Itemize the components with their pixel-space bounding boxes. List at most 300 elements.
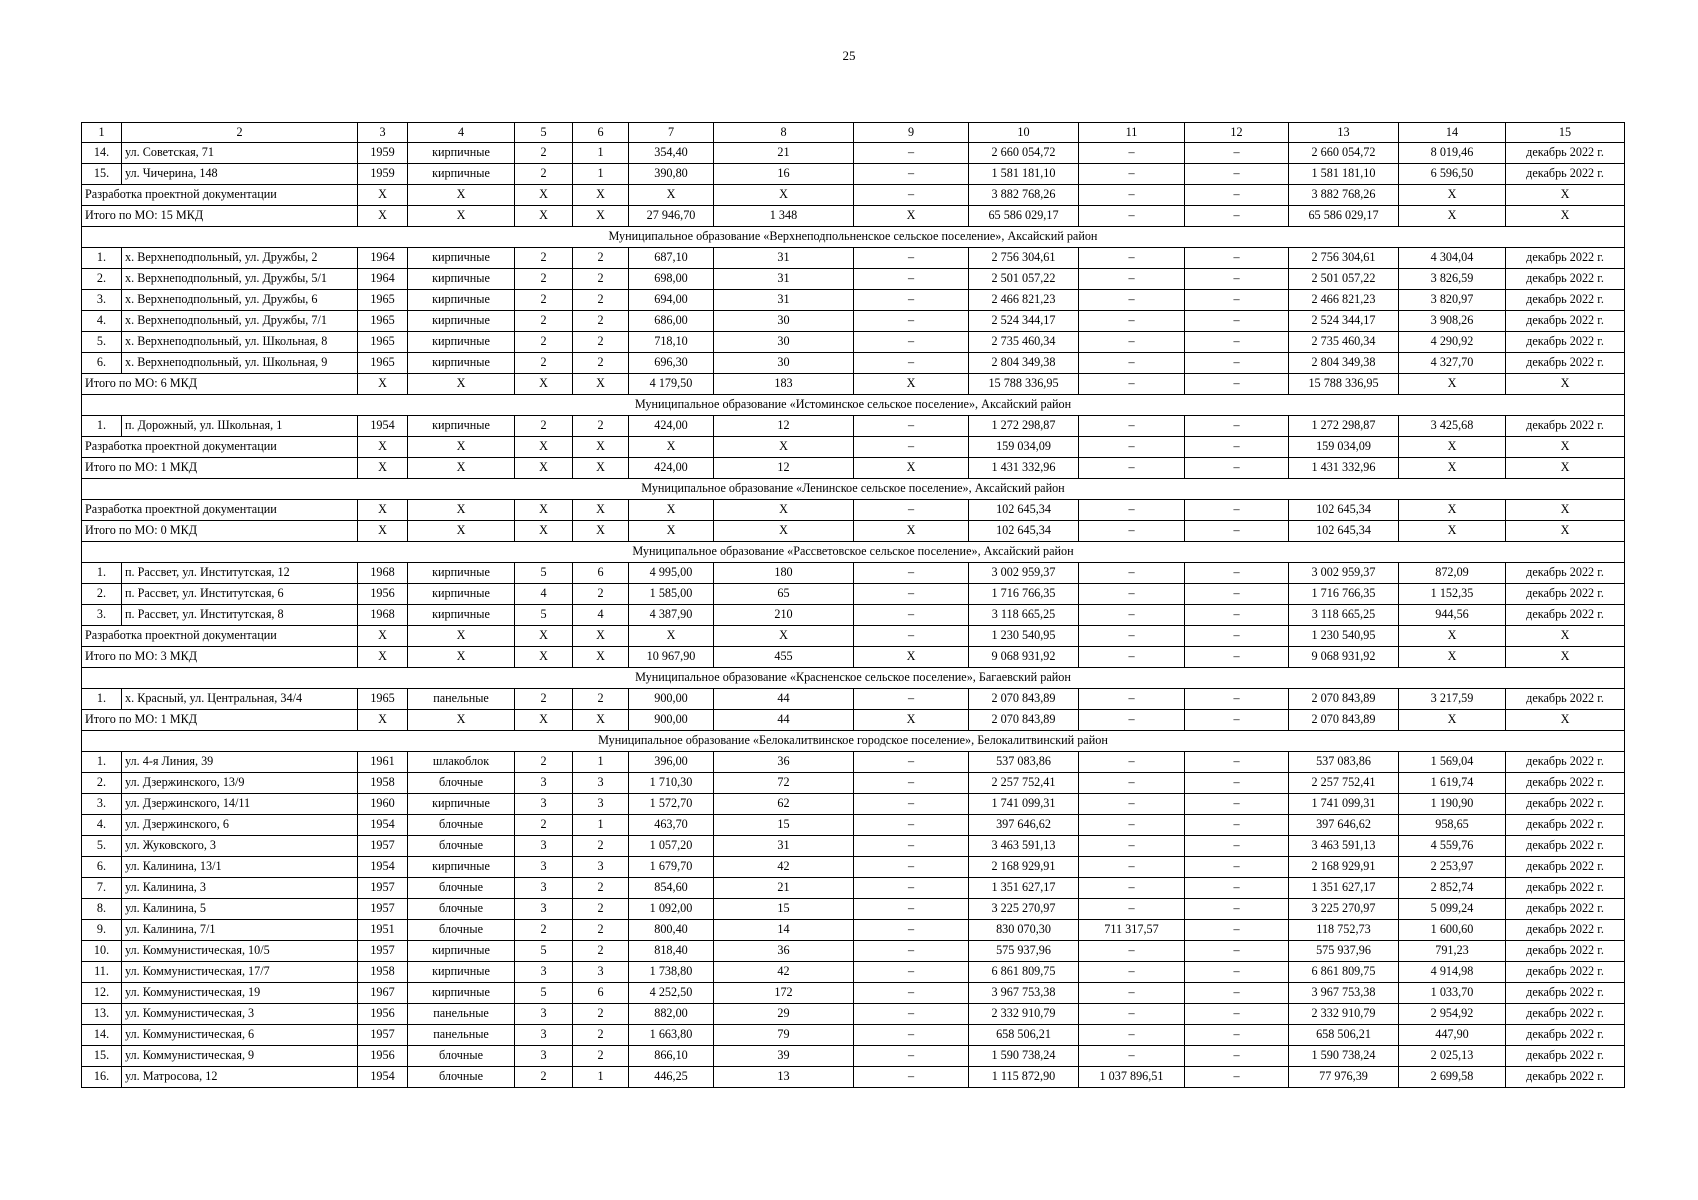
table-cell: 3.: [82, 290, 122, 311]
table-cell: 3: [515, 857, 573, 878]
table-cell: 1 152,35: [1399, 584, 1506, 605]
table-cell: 2: [515, 290, 573, 311]
summary-row: [82, 500, 1625, 521]
municipality-section-row: [82, 542, 1625, 563]
table-cell: 14: [714, 920, 854, 941]
table-cell: 31: [714, 269, 854, 290]
table-cell: 12: [714, 458, 854, 479]
table-cell: –: [1079, 185, 1185, 206]
table-cell: 3: [515, 962, 573, 983]
table-cell: 2 466 821,23: [969, 290, 1079, 311]
table-cell: 1957: [358, 836, 408, 857]
table-cell: –: [1185, 962, 1289, 983]
table-cell: X: [1506, 521, 1625, 542]
table-cell: 658 506,21: [1289, 1025, 1399, 1046]
table-cell: X: [358, 500, 408, 521]
table-cell: –: [1185, 248, 1289, 269]
table-cell: –: [1079, 1025, 1185, 1046]
table-cell: декабрь 2022 г.: [1506, 878, 1625, 899]
table-cell: кирпичные: [408, 941, 515, 962]
table-cell: 2 332 910,79: [1289, 1004, 1399, 1025]
table-cell: X: [714, 185, 854, 206]
table-cell: 854,60: [629, 878, 714, 899]
table-cell: 1 585,00: [629, 584, 714, 605]
table-cell: –: [1185, 752, 1289, 773]
address-cell: ул. Коммунистическая, 17/7: [122, 962, 358, 983]
address-cell: ул. Дзержинского, 13/9: [122, 773, 358, 794]
table-cell: блочные: [408, 773, 515, 794]
table-cell: декабрь 2022 г.: [1506, 773, 1625, 794]
table-cell: 872,09: [1399, 563, 1506, 584]
summary-label: Итого по МО: 1 МКД: [82, 710, 358, 731]
table-cell: –: [1185, 1067, 1289, 1088]
table-cell: кирпичные: [408, 563, 515, 584]
table-cell: 575 937,96: [1289, 941, 1399, 962]
table-cell: 6: [573, 983, 629, 1004]
table-cell: –: [1079, 332, 1185, 353]
table-cell: X: [714, 500, 854, 521]
table-cell: 2: [515, 920, 573, 941]
table-cell: X: [515, 710, 573, 731]
table-cell: X: [1506, 185, 1625, 206]
table-cell: –: [1185, 458, 1289, 479]
table-cell: 2: [515, 752, 573, 773]
table-cell: X: [573, 710, 629, 731]
table-cell: X: [515, 185, 573, 206]
table-cell: 1 037 896,51: [1079, 1067, 1185, 1088]
table-cell: X: [1399, 458, 1506, 479]
table-cell: 15 788 336,95: [1289, 374, 1399, 395]
table-cell: 2 804 349,38: [969, 353, 1079, 374]
table-cell: 65 586 029,17: [1289, 206, 1399, 227]
table-cell: –: [854, 899, 969, 920]
table-cell: –: [1079, 1046, 1185, 1067]
address-cell: х. Верхнеподпольный, ул. Дружбы, 5/1: [122, 269, 358, 290]
table-row: [82, 605, 1625, 626]
table-cell: 866,10: [629, 1046, 714, 1067]
table-cell: 687,10: [629, 248, 714, 269]
table-cell: X: [358, 185, 408, 206]
table-cell: кирпичные: [408, 164, 515, 185]
summary-row: [82, 206, 1625, 227]
table-cell: –: [854, 605, 969, 626]
table-row: [82, 353, 1625, 374]
table-cell: 575 937,96: [969, 941, 1079, 962]
table-cell: –: [1079, 815, 1185, 836]
table-cell: 1954: [358, 416, 408, 437]
table-cell: 102 645,34: [969, 521, 1079, 542]
table-cell: –: [1079, 962, 1185, 983]
summary-row: [82, 437, 1625, 458]
table-cell: 1958: [358, 773, 408, 794]
summary-row: [82, 185, 1625, 206]
table-cell: 2: [573, 416, 629, 437]
table-cell: 159 034,09: [969, 437, 1079, 458]
table-cell: –: [854, 164, 969, 185]
table-cell: 8.: [82, 899, 122, 920]
table-row: [82, 1004, 1625, 1025]
table-cell: –: [1185, 374, 1289, 395]
table-cell: –: [1079, 794, 1185, 815]
table-cell: –: [854, 941, 969, 962]
table-cell: 2 070 843,89: [1289, 710, 1399, 731]
table-cell: 958,65: [1399, 815, 1506, 836]
table-cell: 12.: [82, 983, 122, 1004]
table-cell: 2: [515, 689, 573, 710]
table-cell: X: [1399, 206, 1506, 227]
table-cell: –: [1079, 836, 1185, 857]
summary-label: Разработка проектной документации: [82, 437, 358, 458]
table-cell: –: [854, 290, 969, 311]
table-cell: 3 425,68: [1399, 416, 1506, 437]
table-cell: 102 645,34: [1289, 500, 1399, 521]
address-cell: х. Верхнеподпольный, ул. Школьная, 9: [122, 353, 358, 374]
table-cell: 5: [515, 563, 573, 584]
table-cell: 1965: [358, 689, 408, 710]
table-cell: 2 025,13: [1399, 1046, 1506, 1067]
table-cell: 3: [515, 1004, 573, 1025]
table-cell: –: [1185, 794, 1289, 815]
table-cell: –: [1185, 353, 1289, 374]
table-cell: 396,00: [629, 752, 714, 773]
address-cell: ул. Калинина, 7/1: [122, 920, 358, 941]
table-cell: 2 852,74: [1399, 878, 1506, 899]
table-cell: 1 348: [714, 206, 854, 227]
table-cell: 3: [573, 962, 629, 983]
table-cell: 3: [515, 1025, 573, 1046]
table-cell: X: [629, 626, 714, 647]
table-cell: 1: [573, 752, 629, 773]
address-cell: х. Верхнеподпольный, ул. Дружбы, 7/1: [122, 311, 358, 332]
address-cell: ул. Коммунистическая, 19: [122, 983, 358, 1004]
table-cell: 1.: [82, 248, 122, 269]
table-cell: 1 431 332,96: [969, 458, 1079, 479]
table-cell: 6 861 809,75: [1289, 962, 1399, 983]
table-row: [82, 857, 1625, 878]
table-cell: –: [1185, 500, 1289, 521]
table-cell: 77 976,39: [1289, 1067, 1399, 1088]
table-cell: –: [854, 920, 969, 941]
table-cell: X: [515, 374, 573, 395]
table-cell: 1 581 181,10: [1289, 164, 1399, 185]
table-cell: 3 826,59: [1399, 269, 1506, 290]
table-cell: 3: [573, 794, 629, 815]
table-cell: 686,00: [629, 311, 714, 332]
table-cell: –: [1079, 983, 1185, 1004]
address-cell: ул. Дзержинского, 14/11: [122, 794, 358, 815]
table-cell: 9 068 931,92: [1289, 647, 1399, 668]
table-cell: 4 304,04: [1399, 248, 1506, 269]
summary-label: Разработка проектной документации: [82, 500, 358, 521]
table-cell: 1954: [358, 815, 408, 836]
table-cell: 5: [515, 605, 573, 626]
table-cell: X: [854, 521, 969, 542]
table-cell: 31: [714, 248, 854, 269]
table-cell: 2 735 460,34: [969, 332, 1079, 353]
table-cell: X: [1506, 500, 1625, 521]
table-cell: 9 068 931,92: [969, 647, 1079, 668]
table-cell: –: [854, 563, 969, 584]
table-cell: –: [1185, 206, 1289, 227]
table-cell: 118 752,73: [1289, 920, 1399, 941]
table-cell: 1957: [358, 878, 408, 899]
table-cell: X: [854, 647, 969, 668]
address-cell: ул. Коммунистическая, 3: [122, 1004, 358, 1025]
table-cell: 1 710,30: [629, 773, 714, 794]
table-cell: декабрь 2022 г.: [1506, 584, 1625, 605]
table-cell: –: [1079, 857, 1185, 878]
table-cell: 2: [573, 878, 629, 899]
address-cell: п. Рассвет, ул. Институтская, 12: [122, 563, 358, 584]
table-cell: X: [515, 647, 573, 668]
table-cell: 2: [515, 332, 573, 353]
table-cell: декабрь 2022 г.: [1506, 248, 1625, 269]
table-cell: 1 057,20: [629, 836, 714, 857]
table-cell: 2 501 057,22: [1289, 269, 1399, 290]
table-cell: 2 735 460,34: [1289, 332, 1399, 353]
table-cell: –: [1079, 353, 1185, 374]
table-cell: 31: [714, 290, 854, 311]
table-cell: X: [1506, 374, 1625, 395]
table-row: [82, 941, 1625, 962]
table-cell: X: [358, 521, 408, 542]
table-cell: 2: [515, 143, 573, 164]
table-cell: декабрь 2022 г.: [1506, 1025, 1625, 1046]
table-cell: декабрь 2022 г.: [1506, 290, 1625, 311]
table-cell: 1 230 540,95: [969, 626, 1079, 647]
table-cell: 1959: [358, 164, 408, 185]
table-cell: –: [854, 794, 969, 815]
table-row: [82, 752, 1625, 773]
table-cell: кирпичные: [408, 794, 515, 815]
table-cell: –: [854, 248, 969, 269]
table-cell: X: [1399, 710, 1506, 731]
table-cell: декабрь 2022 г.: [1506, 1004, 1625, 1025]
table-cell: –: [1185, 332, 1289, 353]
summary-label: Разработка проектной документации: [82, 185, 358, 206]
table-cell: 3: [515, 773, 573, 794]
table-cell: –: [1079, 374, 1185, 395]
table-cell: блочные: [408, 878, 515, 899]
table-cell: –: [1185, 185, 1289, 206]
table-cell: 36: [714, 752, 854, 773]
table-cell: 172: [714, 983, 854, 1004]
table-cell: –: [1079, 248, 1185, 269]
table-cell: X: [408, 647, 515, 668]
page-number: 25: [842, 48, 856, 63]
table-cell: 2 524 344,17: [969, 311, 1079, 332]
table-cell: кирпичные: [408, 143, 515, 164]
table-cell: 2: [573, 311, 629, 332]
table-cell: 2: [573, 353, 629, 374]
table-cell: X: [573, 458, 629, 479]
table-cell: 102 645,34: [1289, 521, 1399, 542]
table-cell: 1: [573, 164, 629, 185]
table-cell: 12: [714, 416, 854, 437]
table-cell: 2 332 910,79: [969, 1004, 1079, 1025]
table-cell: 6: [573, 563, 629, 584]
table-cell: –: [854, 143, 969, 164]
table-cell: 3: [515, 878, 573, 899]
table-cell: –: [1185, 290, 1289, 311]
table-cell: 1 741 099,31: [1289, 794, 1399, 815]
table-cell: 1965: [358, 353, 408, 374]
table-cell: 2: [573, 689, 629, 710]
table-cell: 1964: [358, 248, 408, 269]
table-cell: декабрь 2022 г.: [1506, 164, 1625, 185]
table-cell: 2: [573, 332, 629, 353]
table-cell: 2 756 304,61: [1289, 248, 1399, 269]
table-cell: 2: [515, 815, 573, 836]
table-cell: 42: [714, 962, 854, 983]
table-cell: 10 967,90: [629, 647, 714, 668]
table-row: [82, 899, 1625, 920]
table-cell: 15.: [82, 1046, 122, 1067]
table-cell: декабрь 2022 г.: [1506, 920, 1625, 941]
table-cell: X: [854, 374, 969, 395]
table-cell: 3 967 753,38: [1289, 983, 1399, 1004]
table-cell: X: [408, 626, 515, 647]
table-cell: –: [1079, 143, 1185, 164]
table-cell: 1968: [358, 563, 408, 584]
table-cell: 2 070 843,89: [969, 689, 1079, 710]
table-cell: 1 619,74: [1399, 773, 1506, 794]
table-cell: 3 225 270,97: [1289, 899, 1399, 920]
table-cell: –: [854, 878, 969, 899]
table-cell: X: [629, 500, 714, 521]
address-cell: ул. Чичерина, 148: [122, 164, 358, 185]
table-cell: 3: [573, 857, 629, 878]
table-row: [82, 416, 1625, 437]
table-cell: 3 882 768,26: [969, 185, 1079, 206]
table-cell: 3 882 768,26: [1289, 185, 1399, 206]
table-cell: 10.: [82, 941, 122, 962]
table-cell: X: [1399, 521, 1506, 542]
table-cell: 30: [714, 353, 854, 374]
table-cell: кирпичные: [408, 332, 515, 353]
table-cell: 424,00: [629, 416, 714, 437]
table-cell: 1.: [82, 752, 122, 773]
table-cell: X: [1506, 437, 1625, 458]
table-cell: 1 716 766,35: [1289, 584, 1399, 605]
table-cell: –: [1185, 773, 1289, 794]
table-cell: 2 660 054,72: [1289, 143, 1399, 164]
table-cell: 2 257 752,41: [1289, 773, 1399, 794]
table-cell: 1 033,70: [1399, 983, 1506, 1004]
table-cell: X: [408, 185, 515, 206]
table-cell: –: [854, 962, 969, 983]
table-cell: 3 002 959,37: [1289, 563, 1399, 584]
table-cell: X: [408, 500, 515, 521]
table-cell: X: [854, 206, 969, 227]
table-cell: 4.: [82, 815, 122, 836]
table-cell: –: [1185, 521, 1289, 542]
table-cell: 1.: [82, 416, 122, 437]
table-cell: X: [1399, 374, 1506, 395]
table-cell: –: [854, 584, 969, 605]
table-cell: 3 002 959,37: [969, 563, 1079, 584]
table-cell: 79: [714, 1025, 854, 1046]
table-cell: 354,40: [629, 143, 714, 164]
table-cell: 1951: [358, 920, 408, 941]
table-cell: 4.: [82, 311, 122, 332]
table-cell: 1 569,04: [1399, 752, 1506, 773]
table-cell: декабрь 2022 г.: [1506, 689, 1625, 710]
column-number: 2: [122, 123, 358, 143]
table-cell: –: [1079, 605, 1185, 626]
table-cell: 3 967 753,38: [969, 983, 1079, 1004]
table-cell: 3.: [82, 605, 122, 626]
table-cell: 15: [714, 815, 854, 836]
table-cell: –: [1185, 899, 1289, 920]
table-cell: –: [854, 689, 969, 710]
table-cell: 463,70: [629, 815, 714, 836]
table-cell: 30: [714, 311, 854, 332]
table-row: [82, 962, 1625, 983]
table-cell: X: [1399, 437, 1506, 458]
table-cell: –: [854, 311, 969, 332]
table-cell: 455: [714, 647, 854, 668]
table-cell: 5: [515, 941, 573, 962]
table-cell: –: [1079, 458, 1185, 479]
table-cell: –: [1079, 206, 1185, 227]
address-cell: п. Рассвет, ул. Институтская, 8: [122, 605, 358, 626]
address-cell: ул. Коммунистическая, 9: [122, 1046, 358, 1067]
column-number-row: [82, 123, 1625, 143]
table-cell: 1 716 766,35: [969, 584, 1079, 605]
table-cell: 2: [573, 920, 629, 941]
table-cell: 1965: [358, 332, 408, 353]
address-cell: п. Рассвет, ул. Институтская, 6: [122, 584, 358, 605]
summary-label: Итого по МО: 0 МКД: [82, 521, 358, 542]
table-cell: декабрь 2022 г.: [1506, 815, 1625, 836]
municipality-title: Муниципальное образование «Красненское сельское поселение», Багаевский район: [82, 668, 1625, 689]
table-cell: 791,23: [1399, 941, 1506, 962]
table-cell: 1 590 738,24: [1289, 1046, 1399, 1067]
table-cell: 2 070 843,89: [1289, 689, 1399, 710]
table-cell: 537 083,86: [969, 752, 1079, 773]
table-cell: –: [854, 269, 969, 290]
address-cell: ул. 4-я Линия, 39: [122, 752, 358, 773]
table-cell: 13: [714, 1067, 854, 1088]
table-cell: 1 581 181,10: [969, 164, 1079, 185]
table-cell: 2: [573, 269, 629, 290]
table-cell: X: [854, 458, 969, 479]
table-cell: 27 946,70: [629, 206, 714, 227]
table-cell: 15 788 336,95: [969, 374, 1079, 395]
table-cell: декабрь 2022 г.: [1506, 836, 1625, 857]
table-cell: 2 804 349,38: [1289, 353, 1399, 374]
table-cell: 1956: [358, 1004, 408, 1025]
column-number: 5: [515, 123, 573, 143]
table-row: [82, 269, 1625, 290]
table-cell: X: [1399, 185, 1506, 206]
address-cell: х. Верхнеподпольный, ул. Дружбы, 2: [122, 248, 358, 269]
table-cell: 1.: [82, 563, 122, 584]
table-cell: кирпичные: [408, 311, 515, 332]
table-cell: –: [1185, 269, 1289, 290]
municipality-title: Муниципальное образование «Ленинское сельское поселение», Аксайский район: [82, 479, 1625, 500]
table-cell: 397 646,62: [1289, 815, 1399, 836]
table-cell: 6.: [82, 857, 122, 878]
column-number: 15: [1506, 123, 1625, 143]
table-cell: 7.: [82, 878, 122, 899]
table-cell: кирпичные: [408, 605, 515, 626]
table-cell: декабрь 2022 г.: [1506, 605, 1625, 626]
table-cell: декабрь 2022 г.: [1506, 1067, 1625, 1088]
table-cell: 1 272 298,87: [1289, 416, 1399, 437]
table-cell: блочные: [408, 1067, 515, 1088]
